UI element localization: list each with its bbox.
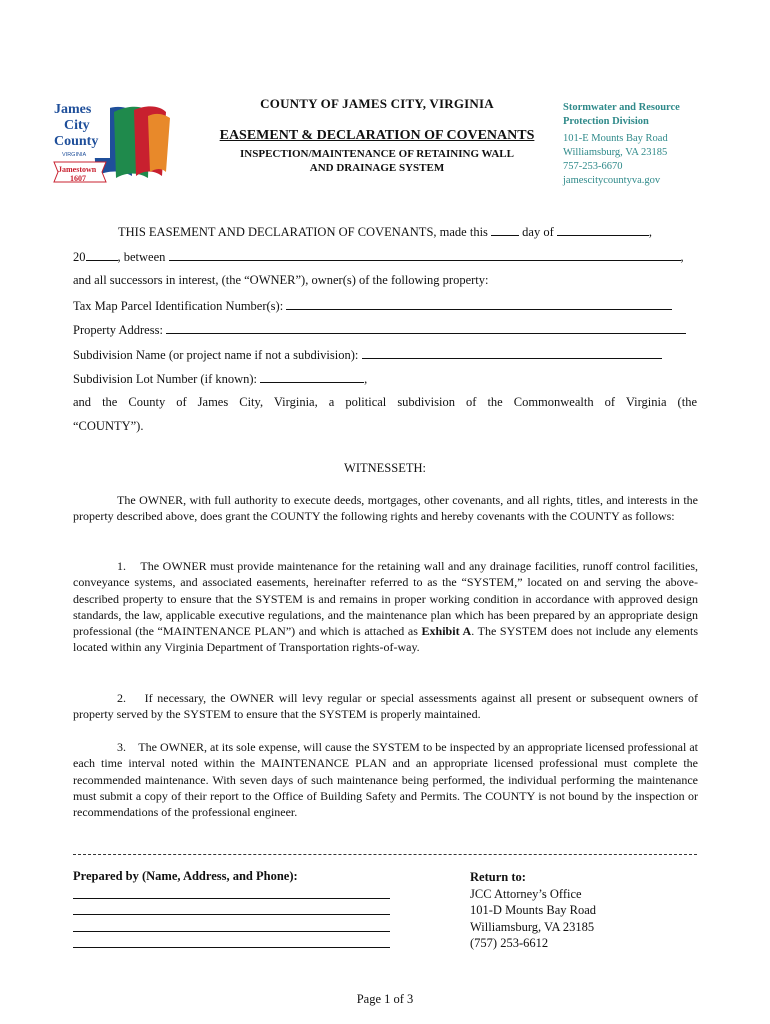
svg-text:County: County (54, 134, 99, 149)
intro-line (118, 223, 698, 240)
property-address-line (73, 321, 697, 338)
prepared-by-line-1[interactable] (73, 898, 390, 899)
between-text: , between (117, 250, 166, 264)
section-divider (73, 854, 697, 855)
division-address-2: Williamsburg, VA 23185 (563, 147, 668, 158)
covenant-paragraph-2 (73, 690, 698, 723)
property-address-label: Property Address: (73, 323, 163, 337)
covenant-1-text-a: 1. The OWNER must provide maintenance for the retaining wall and any drainage facilities, runoff control facilities, conveyance systems, and associated easements, hereinafter referred to as the “SYSTEM,” located on and serving the above-described property to ensure that the SYSTEM is and remains in proper working condition in accordance with approved design standards, the law, applicable executive regulations, and the maintenance plan which has been prepared by an appropriate design professional (the “MAINTENANCE PLAN”) and which is attached as (73, 559, 698, 639)
subtitle-line-2: AND DRAINAGE SYSTEM (309, 162, 445, 174)
year-prefix: 20 (73, 250, 86, 264)
between-comma: , (680, 250, 684, 264)
document-header (200, 96, 554, 175)
grant-paragraph (73, 492, 698, 525)
intro-text-b: day of (522, 225, 554, 239)
year-blank[interactable] (86, 248, 118, 261)
svg-text:James: James (54, 102, 92, 117)
covenant-2-text: 2. If necessary, the OWNER will levy regular or special assessments against all present or subsequent owners of property served by the SYSTEM to ensure that the SYSTEM is properly maintained. (73, 691, 698, 722)
lot-number-label: Subdivision Lot Number (if known): (73, 372, 258, 386)
prepared-by-line-2[interactable] (73, 914, 390, 915)
intro-text-a: THIS EASEMENT AND DECLARATION OF COVENANTS, made this (118, 225, 488, 239)
division-contact (563, 101, 763, 188)
division-phone: 757-253-6670 (563, 161, 623, 172)
subtitle-line-1: INSPECTION/MAINTENANCE OF RETAINING WALL (240, 148, 514, 160)
page-number: Page 1 of 3 (356, 992, 414, 1006)
intro-comma: , (648, 225, 652, 239)
return-line-4: (757) 253-6612 (470, 936, 549, 950)
tax-map-label: Tax Map Parcel Identification Number(s): (73, 299, 284, 313)
grant-paragraph-text: The OWNER, with full authority to execute deeds, mortgages, other covenants, and all rights, titles, and interests in the property described above, does grant the COUNTY the following rights and hereby covenants with the COUNTY as follows: (73, 493, 698, 524)
tax-map-line (73, 297, 697, 314)
svg-text:1607: 1607 (70, 174, 86, 183)
covenant-1-text-b: . The SYSTEM does not include any elements located within any Virginia Department of Transportation rights-of-way. (73, 624, 698, 655)
lot-number-blank[interactable] (260, 370, 364, 383)
svg-text:VIRGINIA: VIRGINIA (62, 152, 87, 158)
owner-name-blank[interactable] (169, 248, 681, 261)
svg-text:City: City (64, 118, 90, 133)
lot-number-line (73, 370, 697, 387)
prepared-by-label: Prepared by (Name, Address, and Phone): (73, 869, 298, 883)
division-address-1: 101-E Mounts Bay Road (563, 133, 668, 144)
subdivision-name-label: Subdivision Name (or project name if not a subdivision): (73, 348, 359, 362)
james-city-county-logo (52, 96, 170, 196)
return-line-1: JCC Attorney’s Office (470, 886, 582, 901)
property-address-blank[interactable] (166, 321, 686, 334)
exhibit-a-reference: Exhibit A (421, 624, 472, 639)
division-website[interactable]: jamescitycountyva.gov (563, 175, 661, 186)
tax-map-blank[interactable] (286, 297, 672, 310)
return-to-block (470, 869, 596, 952)
witnesseth-heading: WITNESSETH: (344, 461, 426, 475)
lot-comma: , (364, 372, 368, 386)
covenant-paragraph-1 (73, 558, 698, 656)
return-line-3: Williamsburg, VA 23185 (470, 919, 595, 934)
document-title: EASEMENT & DECLARATION OF COVENANTS (219, 128, 535, 143)
county-party-line-2: “COUNTY”). (73, 419, 144, 433)
day-blank[interactable] (491, 223, 519, 236)
svg-text:Jamestown: Jamestown (58, 165, 97, 174)
return-line-2: 101-D Mounts Bay Road (470, 903, 597, 917)
prepared-by-line-3[interactable] (73, 931, 390, 932)
return-to-label: Return to: (470, 870, 526, 884)
covenant-3-text: 3. The OWNER, at its sole expense, will cause the SYSTEM to be inspected by an appropriate licensed professional at each time interval noted within the MAINTENANCE PLAN and an appropriate licensed professional must complete the recommended maintenance. With seven days of such maintenance being performed, the individual performing the maintenance must submit a copy of their report to the Office of Building Safety and Permits. The COUNTY is not bound by the inspection or recommendations of the professional engineer. (73, 740, 698, 820)
document-subtitle (200, 147, 554, 175)
subdivision-name-line (73, 346, 697, 363)
successors-line: and all successors in interest, (the “OWNER”), owner(s) of the following property: (73, 273, 489, 287)
subdivision-name-blank[interactable] (362, 346, 662, 359)
prepared-by-line-4[interactable] (73, 947, 390, 948)
division-name-line-2: Protection Division (563, 116, 649, 127)
division-name-line-1: Stormwater and Resource (563, 102, 680, 113)
covenant-paragraph-3 (73, 739, 698, 820)
county-name: COUNTY OF JAMES CITY, VIRGINIA (260, 96, 494, 111)
logo-sails-icon (52, 96, 170, 196)
year-between-line (73, 248, 697, 265)
county-party-line-1: and the County of James City, Virginia, a political subdivision of the Commonwealth of Virginia (the (73, 395, 697, 409)
month-blank[interactable] (557, 223, 649, 236)
